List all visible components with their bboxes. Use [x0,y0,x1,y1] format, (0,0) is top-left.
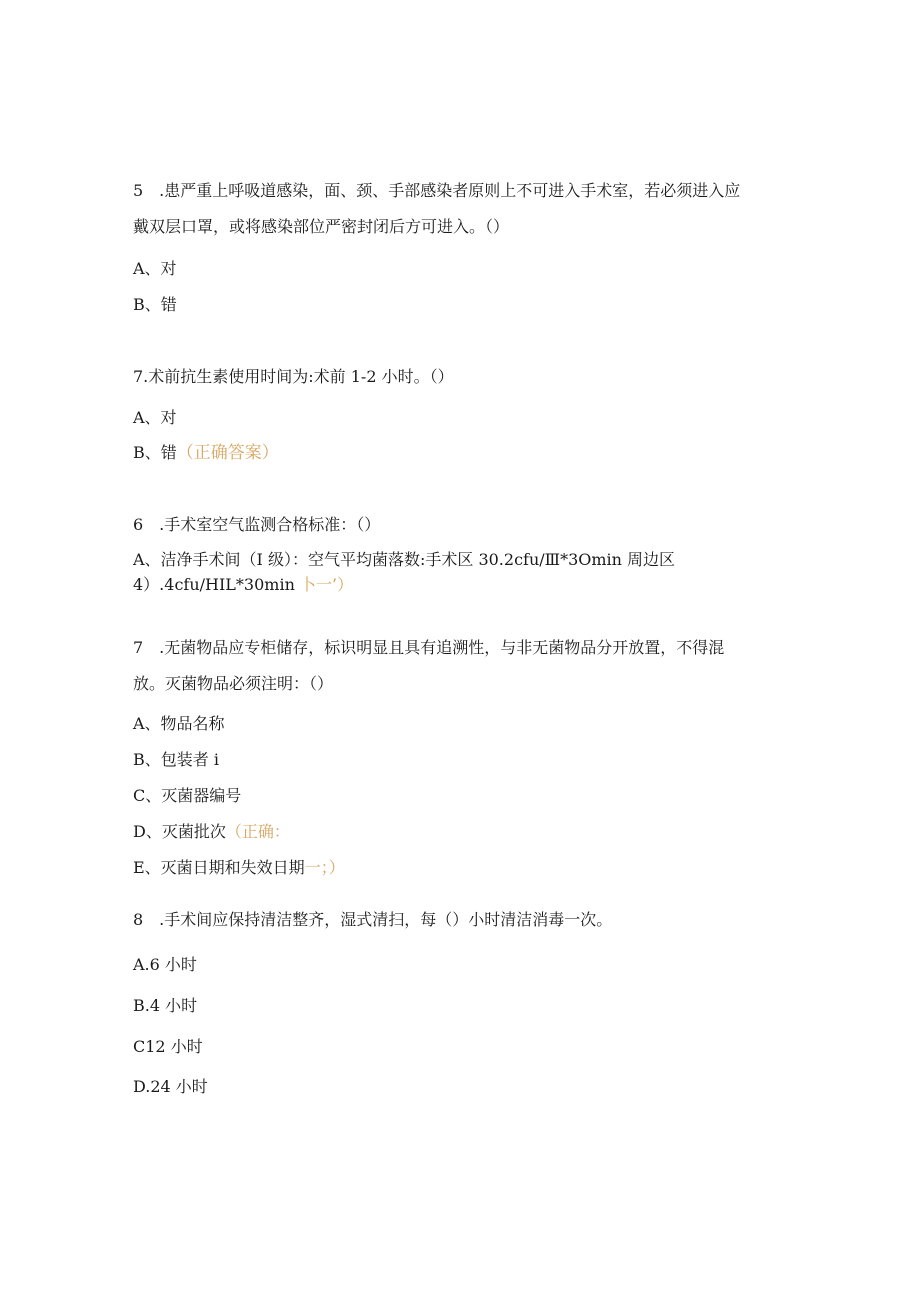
q1-stem-line2: 戴双层口罩，或将感染部位严密封闭后方可进入。（） [133,217,510,236]
q1-option-b: B、错 [133,295,177,314]
q5-option-d: D.24 小时 [133,1077,208,1096]
q3-option-a-line2-text: 4）.4cfu/HIL*30min [133,575,295,594]
q4-stem-line2: 放。灭菌物品必须注明：（） [133,674,334,693]
q4-option-c: C、灭菌器编号 [133,786,242,805]
q3-option-a-line2 [133,575,353,595]
q2-option-b-text: B、错 [133,443,177,462]
q4-option-d-text: D、灭菌批次 [133,822,226,841]
q1-option-a: A、对 [133,259,177,278]
answer-mark: 卜一’） [299,575,354,594]
q5-option-b: B.4 小时 [133,996,198,1015]
answer-mark: 一；） [304,858,345,877]
q3-stem: 6 .手术室空气监测合格标准：（） [133,515,381,534]
answer-mark: （正确： [225,822,290,841]
q4-option-d [133,822,290,842]
q4-option-e-text: E、灭菌日期和失效日期 [133,858,305,877]
q4-option-a: A、物品名称 [133,714,225,733]
q3-option-a-line1: A、洁净手术间（I 级）：空气平均菌落数:手术区 30.2cfu/Ⅲ*3Omin 周边区 [133,550,676,569]
q5-option-a: A.6 小时 [133,955,197,974]
q4-option-e [133,858,345,878]
q2-stem: 7.术前抗生素使用时间为:术前 1-2 小时。（） [133,367,454,386]
q5-stem: 8 .手术间应保持清洁整齐，湿式清扫，每（）小时清洁消毒一次。 [133,910,613,929]
correct-answer-mark: （正确答案） [176,443,279,463]
q1-stem-line1: 5 .患严重上呼吸道感染，面、颈、手部感染者原则上不可进入手术室，若必须进入应 [133,181,741,200]
q2-option-b [133,443,279,463]
q2-option-a: A、对 [133,408,177,427]
q4-stem-line1: 7 .无菌物品应专柜储存，标识明显且具有追溯性，与非无菌物品分开放置，不得混 [133,638,725,657]
q5-option-c: C12 小时 [133,1037,203,1056]
q4-option-b: B、包装者 i [133,750,219,769]
